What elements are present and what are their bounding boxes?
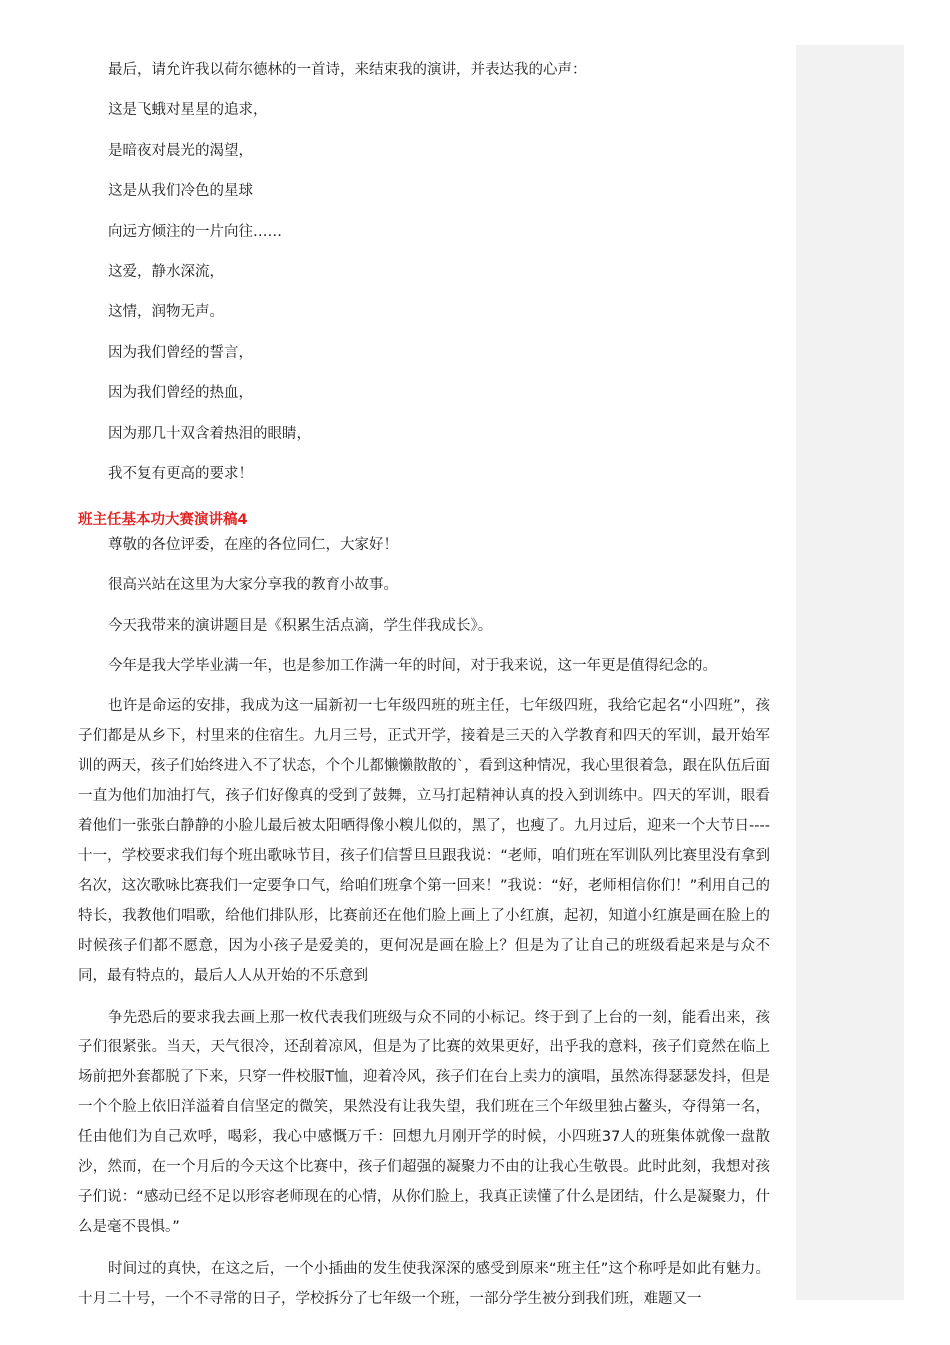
body-paragraph: 时间过的真快，在这之后，一个小插曲的发生使我深深的感受到原来“班主任”这个称呼是如此有魅力。十月二十号，一个不寻常的日子，学校拆分了七年级一个班，一部分学生被分到我们班，难题又一 [78, 1260, 770, 1307]
poem-line: 最后，请允许我以荷尔德林的一首诗，来结束我的演讲，并表达我的心声： [108, 62, 587, 78]
poem-line: 因为那几十双含着热泪的眼睛， [108, 425, 311, 442]
poem-line: 这爱，静水深流， [108, 263, 224, 280]
poem-block [78, 50, 770, 494]
document-body [78, 50, 770, 1327]
poem-line: 这是从我们冷色的星球 [108, 183, 253, 200]
body-paragraph: 争先恐后的要求我去画上那一枚代表我们班级与众不同的小标记。终于到了上台的一刻，能看出来，孩子们很紧张。当天，天气很冷，还刮着凉风，但是为了比赛的效果更好，出乎我的意料，孩子们竟然在临上场前把外套都脱了下来，只穿一件校服T恤，迎着冷风，孩子们在台上卖力的演唱，虽然冻得瑟瑟发抖，但是一个个脸上依旧洋溢着自信坚定的微笑，果然没有让我失望，我们班在三个年级里独占鳌头，夺得第一名，任由他们为自己欢呼，喝彩，我心中感慨万千：回想九月刚开学的时候，小四班37人的班集体就像一盘散沙，然而，在一个月后的今天这个比赛中，孩子们超强的凝聚力不由的让我心生敬畏。此时此刻，我想对孩子们说：“感动已经不足以形容老师现在的心情，从你们脸上，我真正读懂了什么是团结，什么是凝聚力，什么是毫不畏惧。” [78, 1009, 770, 1235]
poem-line: 这情，润物无声。 [108, 304, 224, 321]
right-sidebar-panel [796, 45, 904, 1300]
intro-line: 今天我带来的演讲题目是《积累生活点滴，学生伴我成长》。 [108, 617, 493, 634]
poem-line: 我不复有更高的要求！ [108, 465, 253, 482]
intro-line: 很高兴站在这里为大家分享我的教育小故事。 [108, 577, 398, 594]
poem-line: 向远方倾注的一片向往…… [108, 223, 282, 240]
intro-line: 尊敬的各位评委，在座的各位同仁，大家好！ [108, 537, 398, 554]
body-paragraph: 也许是命运的安排，我成为这一届新初一七年级四班的班主任，七年级四班，我给它起名“小四班”，孩子们都是从乡下，村里来的住宿生。九月三号，正式开学，接着是三天的入学教育和四天的军训，最开始军训的两天，孩子们始终进入不了状态，个个儿都懒懒散散的`，看到这种情况，我心里很着急，跟在队伍后面一直为他们加油打气，孩子们好像真的受到了鼓舞，立马打起精神认真的投入到训练中。四天的军训，眼看着他们一张张白静静的小脸儿最后被太阳晒得像小糗儿似的，黑了，也瘦了。九月过后，迎来一个大节日----十一，学校要求我们每个班出歌咏节目，孩子们信誓旦旦跟我说：“老师，咱们班在军训队列比赛里没有拿到名次，这次歌咏比赛我们一定要争口气，给咱们班拿个第一回来！”我说：“好，老师相信你们！”利用自己的特长，我教他们唱歌，给他们排队形，比赛前还在他们脸上画上了小红旗，起初，知道小红旗是画在脸上的时候孩子们都不愿意，因为小孩子是爱美的，更何况是画在脸上？但是为了让自己的班级看起来是与众不同，最有特点的，最后人人从开始的不乐意到 [78, 698, 770, 984]
intro-line: 今年是我大学毕业满一年，也是参加工作满一年的时间，对于我来说，这一年更是值得纪念的。 [108, 658, 717, 675]
poem-line: 因为我们曾经的誓言， [108, 344, 253, 361]
section-heading: 班主任基本功大赛演讲稿4 [78, 512, 248, 529]
poem-line: 这是飞蛾对星星的追求， [108, 102, 268, 119]
poem-line: 因为我们曾经的热血， [108, 385, 253, 402]
poem-line: 是暗夜对晨光的渴望， [108, 142, 253, 159]
